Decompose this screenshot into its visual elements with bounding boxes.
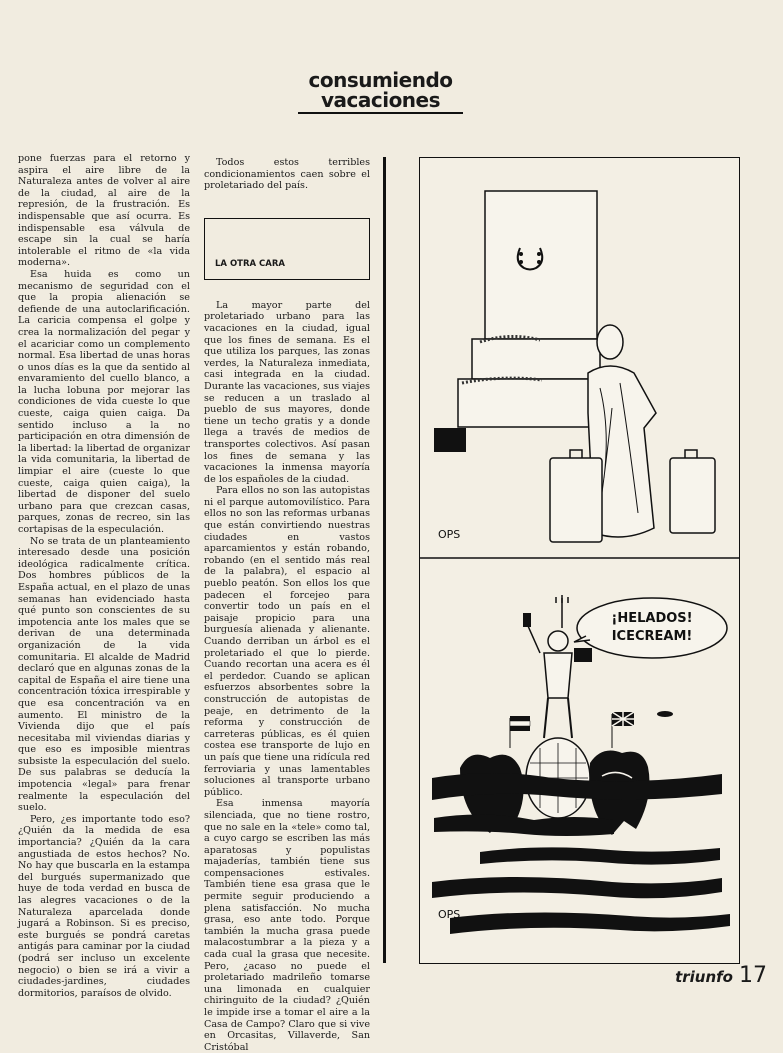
ice-cream-cone (523, 613, 531, 627)
paragraph: Para ellos no son las autopistas ni el parque automovilístico. Para ellos no son las reformas urbanas que están convirtiendo nuestras ciudades en vastos aparcamientos y están robando, robando (en el sentido más real de la palabra), el espacio al pueblo peatón. Son ellos los que padecen el forcejeo para convertir todo un país en el paisaje propicio para una burguesía alienada y alienante. Cuando derriban un árbol es el proletariado el que lo pierde. Cuando recortan una acera es él el perdedor. Cuando se aplican esfuerzos absorbentes sobre la construcción de autopistas de peaje, en detrimento de la reforma y construcción de carreteras públicas, es él quien costea ese transporte de lujo en un país que tiene una ridícula red ferroviaria y unas lamentables soluciones al transporte urbano público. (204, 485, 370, 798)
paragraph: Esa huida es como un mecanismo de seguridad con el que la propia alienación se defiende de una autoclarificación. La caricia compensa el golpe y crea la normalización del pegar y el acariciar como un complemento normal. Esa libertad de unas horas o unos días es la que da sentido al envaramiento del cuello blanco, a la lucha lobuna por mejorar las condiciones de vida cueste lo que cueste, caiga quien caiga. Da sentido incluso a la no participación en otra dimensión de la libertad: la libertad de organizar la vida comunitaria, la libertad de limpiar el aire (cueste lo que cueste, caiga quien caiga), la libertad de disponer del suelo urbano para que crezcan casas, parques, zonas de recreo, sin las cortapisas de la especulación. (18, 268, 190, 535)
section-header (298, 70, 463, 114)
speech-line-1: ¡HELADOS! (611, 611, 693, 626)
pedestal-base (458, 379, 608, 427)
cartoon-top-signature: OPS (438, 528, 461, 541)
pedestal-middle (472, 339, 600, 379)
page-footer (675, 963, 767, 988)
header-rule (298, 112, 463, 114)
cartoon-bottom (432, 595, 730, 934)
subheading-title: LA OTRA CARA (215, 259, 286, 270)
header-line-2: vacaciones (320, 88, 441, 112)
cartoon-top (420, 191, 739, 558)
flag-left-icon (510, 716, 530, 748)
paragraph: Pero, ¿es importante todo eso? ¿Quién da la medida de esa importancia? ¿Quién da la cara angustiada de estos hechos? No. No hay que buscarla en la estampa del burgués supermanizado que huye de toda verdad en busca de las alegres vacaciones o de la Naturaleza aparcelada donde jugará a Robinson. Si es preciso, este burgués se pondrá caretas antigás para caminar por la ciudad (podrá ser incluso un excelente negocio) o bien se irá a vivir a ciudades-jardines, ciudades dormitorios, paraísos de olvido. (18, 813, 190, 999)
column-divider (383, 157, 386, 963)
cartoon-panel (419, 157, 740, 964)
suitcase-left (550, 450, 602, 542)
cartoon-illustration (420, 158, 739, 963)
pedestal-top (485, 191, 597, 339)
suitcase-right (670, 450, 715, 533)
pedestal-shadow (434, 428, 466, 452)
page-number: 17 (739, 963, 767, 988)
subheading-box (204, 218, 370, 280)
speech-line-2: ICECREAM! (611, 629, 693, 644)
paragraph: Esa inmensa mayoría silenciada, que no tiene rostro, que no sale en la «tele» como tal, a cuyo cargo se escriben las más aparatosas y populistas majaderías, también tiene sus compensaciones estivales. También tiene esa grasa que le permite seguir produciendo a plena satisfacción. No mucha grasa, eso ante todo. Porque también la mucha grasa puede malacostumbrar a la pieza y a cada cual la grasa que necesite. Pero, ¿acaso no puede el proletariado madrileño tomarse una limonada en cualquier chiringuito de la ciudad? ¿Quién le impide irse a tomar el aire a la Casa de Campo? Claro que si vive en Orcasitas, Villaverde, San Cristóbal (204, 798, 370, 1053)
paragraph: pone fuerzas para el retorno y aspira el aire libre de la Naturaleza antes de volver al aire de la ciudad, al aire de la represión, de la frustración. Es indispensable que así ocurra. Es indispensable esa válvula de escape sin la cual se haría intolerable el ritmo de «la vida moderna». (18, 153, 190, 269)
cartoon-bottom-signature: OPS (438, 908, 461, 921)
article-column-2 (204, 157, 370, 1053)
flag-right-icon (612, 712, 634, 748)
paragraph: La mayor parte del proletariado urbano para las vacaciones en la ciudad, igual que los fines de semana. Es el que utiliza los parques, las zonas verdes, la Naturaleza inmediata, casi integrada en la ciudad. Durante las vacaciones, sus viajes se reducen a un traslado al pueblo de sus mayores, donde tiene un techo gratis y a donde llega a través de medios de transportes colectivos. Así pasan los fines de semana y las vacaciones la inmensa mayoría de los españoles de la ciudad. (204, 299, 370, 485)
ice-cream-box (574, 648, 592, 662)
header-line-1: consumiendo (308, 68, 453, 92)
paragraph: Todos estos terribles condicionamientos caen sobre el proletariado del país. (204, 157, 370, 192)
paragraph: No se trata de un planteamiento interesado desde una posición ideológica radicalmente crítica. Dos hombres públicos de la España actual, en el plazo de unas semanas han evidenciado hasta qué punto son conscientes de su impotencia ante los males que se derivan de una determinada organización de la vida comunitaria. El alcalde de Madrid declaró que en algunas zonas de la capital de España el aire tiene una concentración tóxica irrespirable y que esa concentración va en aumento. El ministro de la Vivienda dijo que el país necesitaba mil viviendas diarias y que eso es imposible mientras subsiste la especulación del suelo. De sus palabras se deducía la impotencia «legal» para frenar realmente la especulación del suelo. (18, 535, 190, 814)
article-column-1 (18, 153, 190, 999)
speech-bubble (574, 598, 727, 658)
magazine-logo: triunfo (675, 968, 733, 986)
